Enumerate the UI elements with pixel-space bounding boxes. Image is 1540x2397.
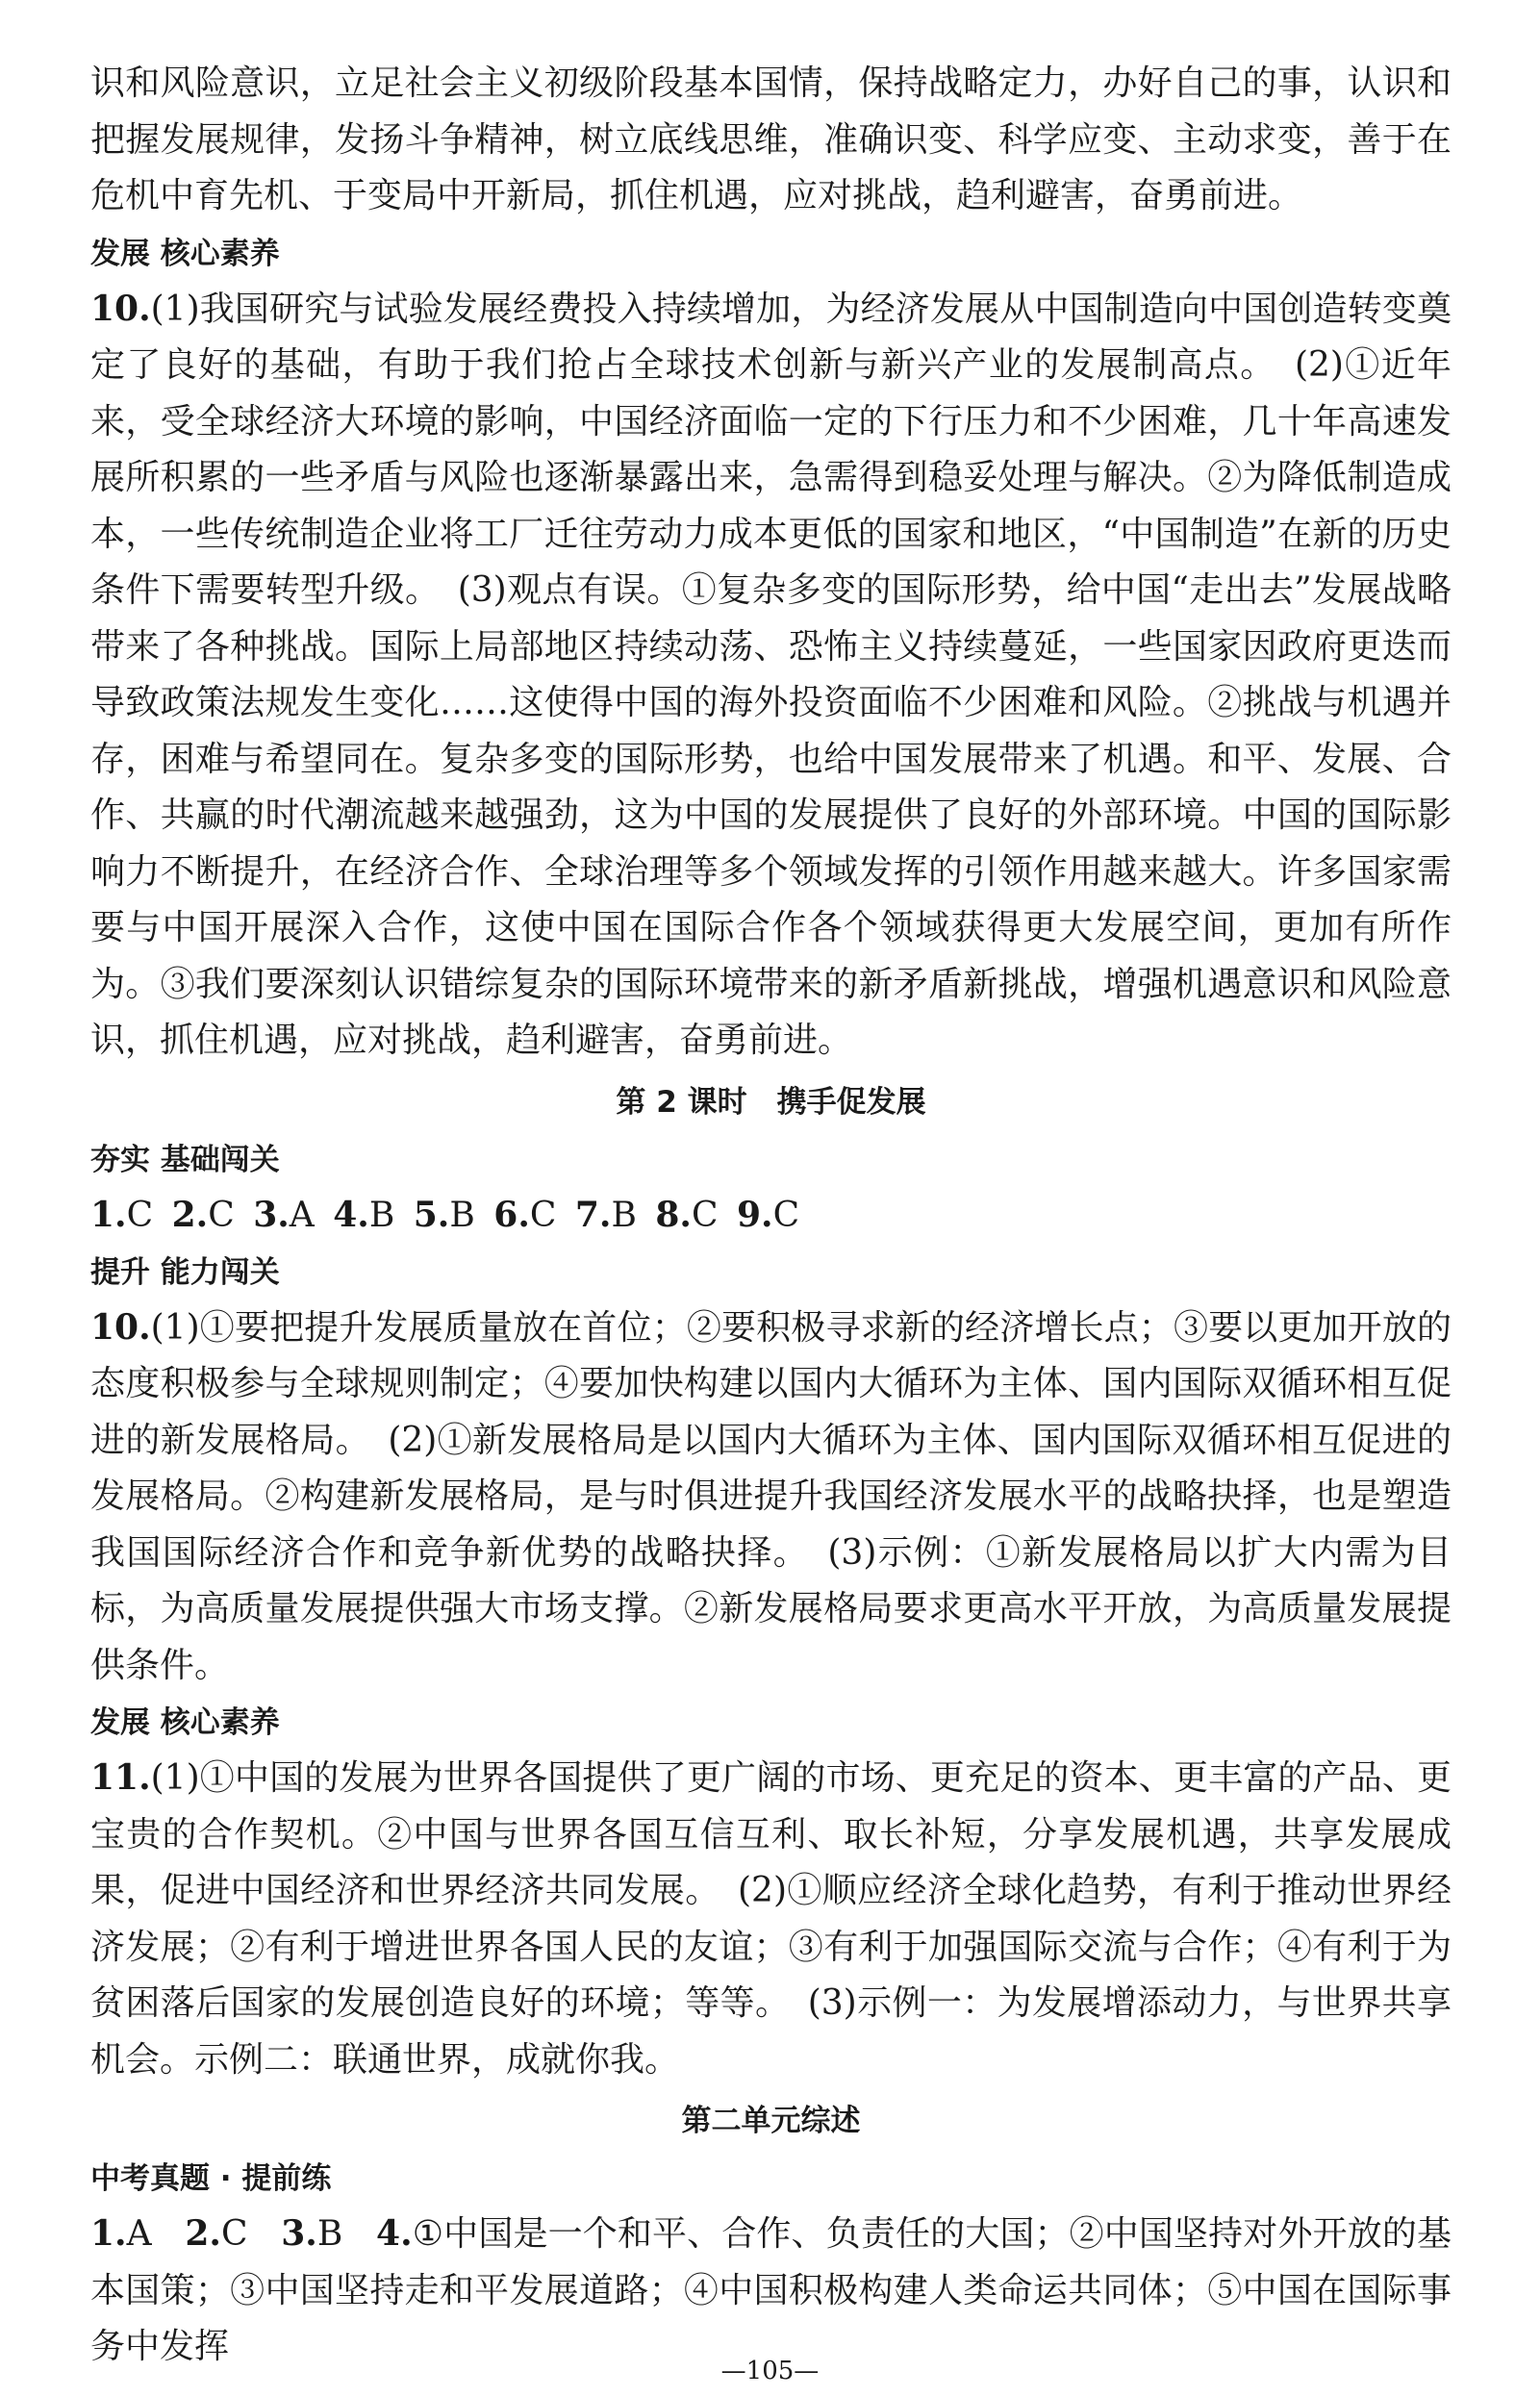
answer-item: 6.C [493, 1194, 557, 1235]
answer-item: 3.B [281, 2213, 343, 2254]
section-heading-basic: 夯实 基础闯关 [90, 1142, 280, 1177]
answer-item: 2.C [171, 1194, 235, 1235]
question-11-text: (1)①中国的发展为世界各国提供了更广阔的市场、更充足的资本、更丰富的产品、更宝贵的合作契机。②中国与世界各国互信互利、取长补短，分享发展机遇，共享发展成果，促进中国经济和世界经济共同发展。 (2)①顺应经济全球化趋势，有利于推动世界经济发展；②有利于增进世界各国人民的友谊；③有利于加强国际交流与合作；④有利于为贫困落后国家的发展创造良好的环境；等等。 (3)示例一：为发展增添动力，与世界共享机会。示例二：联通世界，成就你我。 [90, 1758, 1452, 2080]
answer-item: 9.C [736, 1194, 800, 1235]
lesson-title: 第 2 课时 携手促发展 [616, 1084, 926, 1120]
answer-item: 5.B [413, 1194, 475, 1235]
multiple-choice-answers [90, 1187, 1452, 1244]
question-number: 10. [90, 288, 151, 329]
unit-title: 第二单元综述 [681, 2104, 861, 2138]
question-11-answer [90, 1750, 1452, 2088]
section-heading-ability: 提升 能力闯关 [90, 1254, 280, 1290]
question-number: 10. [90, 1306, 151, 1348]
question-number: 11. [90, 1757, 151, 1798]
answer-item: 7.B [574, 1194, 637, 1235]
answer-item: 4.B [333, 1194, 395, 1235]
question-10-answer [90, 281, 1452, 1070]
answer-item: 1.C [90, 1194, 154, 1235]
answer-item: 1.A [90, 2213, 152, 2254]
section-heading-development-core: 发展 核心素养 [90, 236, 280, 271]
section-heading-exam-practice: 中考真题 · 提前练 [90, 2161, 332, 2196]
question-10b-text: (1)①要把提升发展质量放在首位；②要积极寻求新的经济增长点；③要以更加开放的态度积极参与全球规则制定；④要加快构建以国内大循环为主体、国内国际双循环相互促进的新发展格局。 (2)①新发展格局是以国内大循环为主体、国内国际双循环相互促进的发展格局。②构建新发展格局，是与时俱进提升我国经济发展水平的战略抉择，也是塑造我国国际经济合作和竞争新优势的战略抉择。 (3)示例：①新发展格局以扩大内需为目标，为高质量发展提供强大市场支撑。②新发展格局要求更高水平开放，为高质量发展提供条件。 [90, 1307, 1452, 1685]
section-heading-development-core-2: 发展 核心素养 [90, 1705, 280, 1740]
exam-practice-answers [90, 2206, 1452, 2376]
page-number: —105— [720, 2357, 820, 2385]
question-10-text: (1)我国研究与试验发展经费投入持续增加，为经济发展从中国制造向中国创造转变奠定了良好的基础，有助于我们抢占全球技术创新与新兴产业的发展制高点。 (2)①近年来，受全球经济大环境的影响，中国经济面临一定的下行压力和不少困难，几十年高速发展所积累的一些矛盾与风险也逐渐暴露出来，急需得到稳妥处理与解决。②为降低制造成本，一些传统制造企业将工厂迁往劳动力成本更低的国家和地区，“中国制造”在新的历史条件下需要转型升级。 (3)观点有误。①复杂多变的国际形势，给中国“走出去”发展战略带来了各种挑战。国际上局部地区持续动荡、恐怖主义持续蔓延，一些国家因政府更迭而导致政策法规发生变化……这使得中国的海外投资面临不少困难和风险。②挑战与机遇并存，困难与希望同在。复杂多变的国际形势，也给中国发展带来了机遇。和平、发展、合作、共赢的时代潮流越来越强劲，这为中国的发展提供了良好的外部环境。中国的国际影响力不断提升，在经济合作、全球治理等多个领域发挥的引领作用越来越大。许多国家需要与中国开展深入合作，这使中国在国际合作各个领域获得更大发展空间，更加有所作为。③我们要深刻认识错综复杂的国际环境带来的新矛盾新挑战，增强机遇意识和风险意识，抓住机遇，应对挑战，趋利避害，奋勇前进。 [90, 289, 1452, 1060]
question-4-text: ①中国是一个和平、合作、负责任的大国；②中国坚持对外开放的基本国策；③中国坚持走和平发展道路；④中国积极构建人类命运共同体；⑤中国在国际事务中发挥 [90, 2214, 1452, 2366]
question-number: 4. [376, 2213, 413, 2254]
answer-item: 2.C [185, 2213, 248, 2254]
question-10b-answer [90, 1299, 1452, 1695]
answer-item: 8.C [655, 1194, 719, 1235]
answer-item: 3.A [253, 1194, 315, 1235]
continued-paragraph: 识和风险意识，立足社会主义初级阶段基本国情，保持战略定力，办好自己的事，认识和把握发展规律，发扬斗争精神，树立底线思维，准确识变、科学应变、主动求变，善于在危机中育先机、于变局中开新局，抓住机遇，应对挑战，趋利避害，奋勇前进。 [90, 63, 1452, 215]
page-content [90, 56, 1452, 2376]
